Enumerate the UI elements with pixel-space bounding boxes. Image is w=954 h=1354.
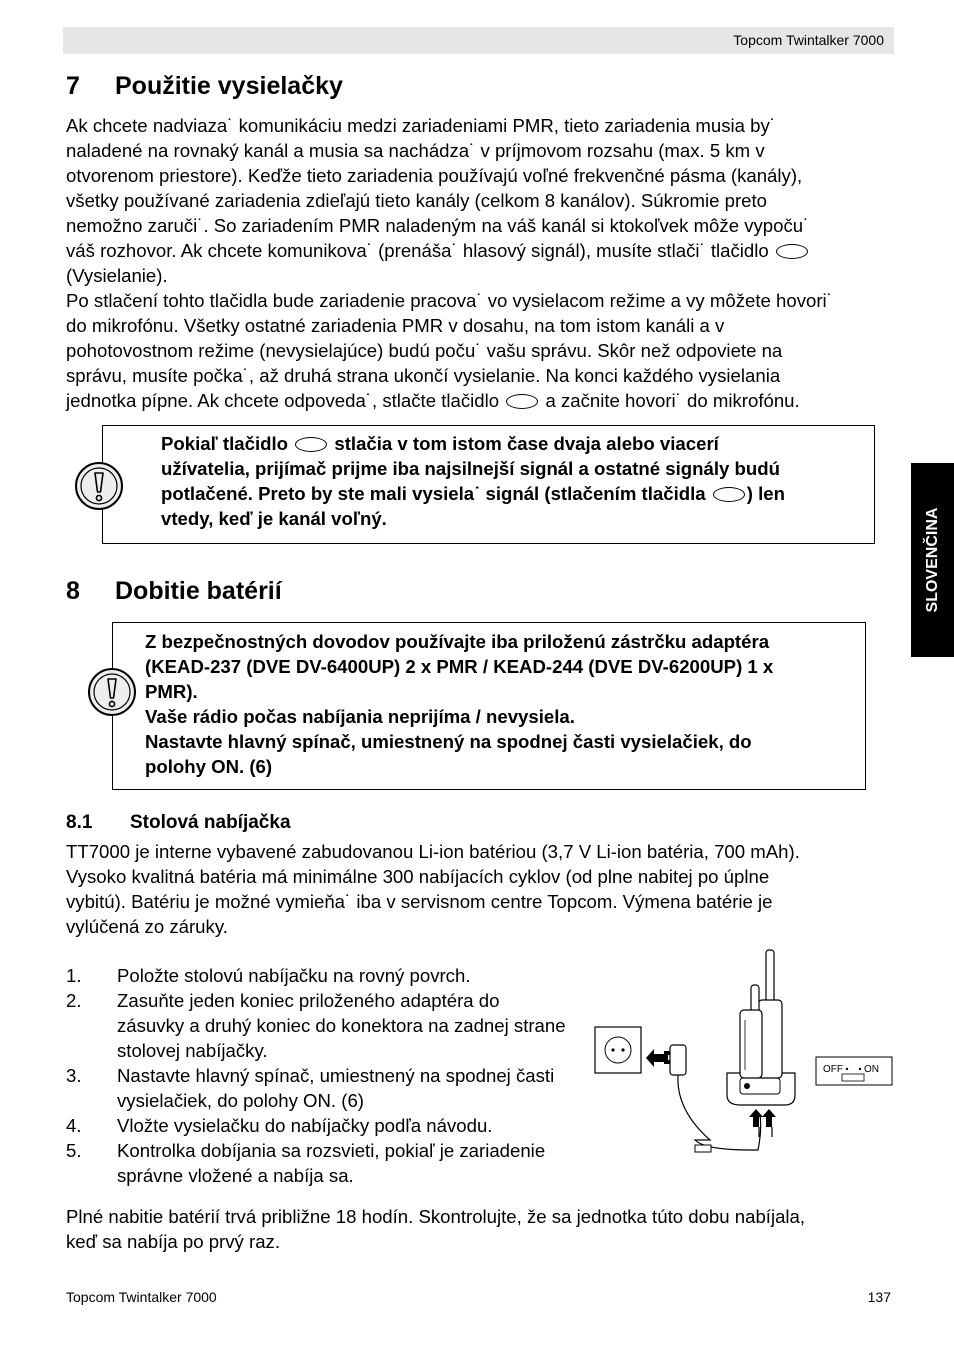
list-item: 2. Zasuňte jeden koniec priloženého adaptéra do zásuvky a druhý koniec do konektora na zadnej strane stolovej nabíjačky. <box>66 990 566 1061</box>
ptt-button-icon <box>776 244 808 259</box>
note-part-1: Pokiaľ tlačidlo <box>161 433 289 454</box>
walkie-talkie-icon <box>740 950 782 1078</box>
section-8-1-closing: Plné nabitie batérií trvá približne 18 hodín. Skontrolujte, že sa jednotka túto dobu nabíjala, keď sa nabíja po prvý raz. <box>66 1206 806 1252</box>
language-tab-label: SLOVENČINA <box>923 507 941 613</box>
list-item: 3. Nastavte hlavný spínač, umiestnený na spodnej časti vysielačiek, do polohy ON. (6) <box>66 1065 555 1111</box>
ptt-button-icon <box>295 437 327 452</box>
header-title: Topcom Twintalker 7000 <box>733 32 884 48</box>
section-8-1-number: 8.1 <box>66 812 93 833</box>
section-7-paragraph-2 <box>66 288 896 413</box>
section-8-1-heading <box>66 812 291 834</box>
charger-illustration <box>590 945 900 1160</box>
list-item: 5. Kontrolka dobíjania sa rozsvieti, pokiaľ je zariadenie správne vložené a nabíja sa. <box>66 1140 546 1186</box>
exclamation-warning-icon <box>74 461 124 511</box>
section-7-para2-end: a začnite hovori˙ do mikrofónu. <box>545 390 800 411</box>
section-7-para2-text: Po stlačení tohto tlačidla bude zariadenie pracova˙ vo vysielacom režime a vy môžete hovori˙ do mikrofónu. Všetky ostatné zariadenia PMR v dosahu, na tom istom kanáli a v pohotovostnom režime (nevysielajúce) budú poču˙ vašu správu. Skôr než odpoviete na správu, musíte počka˙, až druhá strana ukončí vysielanie. Na konci každého vysielania jednotka pípne. Ak chcete odpoveda˙, stlačte tlačidlo <box>66 290 833 411</box>
section-7-heading <box>66 72 343 101</box>
header-bar <box>63 27 894 54</box>
note-part-3: ) len vtedy, keď je kanál voľný. <box>161 483 785 529</box>
wall-socket-icon <box>595 1027 641 1073</box>
charging-steps-list <box>66 963 566 1188</box>
section-7-para1-end: (Vysielanie). <box>66 265 168 286</box>
section-8-title: Dobitie batérií <box>115 577 282 605</box>
page-number: 137 <box>867 1289 891 1305</box>
section-7-number: 7 <box>66 72 80 100</box>
section-7-paragraph-1 <box>66 113 896 288</box>
section-8-note-text: Z bezpečnostných dovodov používajte iba priloženú zástrčku adaptéra (KEAD-237 (DVE DV-6400UP) 2 x PMR / KEAD-244 (DVE DV-6200UP) 1 x PMR). Vaše rádio počas nabíjania neprijíma / nevysiela. Nastavte hlavný spínač, umiestnený na spodnej časti vysielačiek, do polohy ON. (6) <box>145 631 774 777</box>
section-7-note-text <box>161 431 861 531</box>
switch-on-label: ON <box>864 1064 879 1075</box>
section-7-title: Použitie vysielačky <box>115 72 343 100</box>
language-tab <box>911 463 954 657</box>
ptt-button-icon <box>506 394 538 409</box>
exclamation-warning-icon <box>87 667 137 717</box>
section-8-heading <box>66 577 282 606</box>
section-8-1-title: Stolová nabíjačka <box>130 812 291 833</box>
section-8-number: 8 <box>66 577 80 605</box>
footer-title: Topcom Twintalker 7000 <box>66 1289 217 1305</box>
switch-off-label: OFF <box>823 1064 843 1075</box>
section-7-para1-text: Ak chcete nadviaza˙ komunikáciu medzi zariadeniami PMR, tieto zariadenia musia by˙ naladené na rovnaký kanál a musia sa nachádza˙ v príjmovom rozsahu (max. 5 km v otvorenom priestore). Keďže tieto zariadenia používajú voľné frekvenčné pásma (kanály), všetky používané zariadenia zdieľajú tieto kanály (celkom 8 kanálov). Súkromie preto nemožno zaruči˙. So zariadením PMR naladeným na váš kanál si ktokoľvek môže vypoču˙ váš rozhovor. Ak chcete komunikova˙ (prenáša˙ hlasový signál), musíte stlači˙ tlačidlo <box>66 115 810 261</box>
note-part-2: stlačia v tom istom čase dvaja alebo viacerí užívatelia, prijímač prijme iba najsilnejší signál a ostatné signály budú potlačené. Preto by ste mali vysiela˙ signál (stlačením tlačidla <box>161 433 780 504</box>
ptt-button-icon <box>713 487 745 502</box>
list-item: 1. Položte stolovú nabíjačku na rovný povrch. <box>66 965 471 986</box>
list-item: 4. Vložte vysielačku do nabíjačky podľa návodu. <box>66 1115 493 1136</box>
power-adapter-icon <box>664 1045 686 1075</box>
section-8-1-paragraph: TT7000 je interne vybavené zabudovanou Li-ion batériou (3,7 V Li-ion batéria, 700 mAh). Vysoko kvalitná batéria má minimálne 300 nabíjacích cyklov (od plne nabitej po úplne vybitú). Batériu je možné vymieňa˙ iba v servisnom centre Topcom. Výmena batérie je vylúčená zo záruky. <box>66 841 800 937</box>
